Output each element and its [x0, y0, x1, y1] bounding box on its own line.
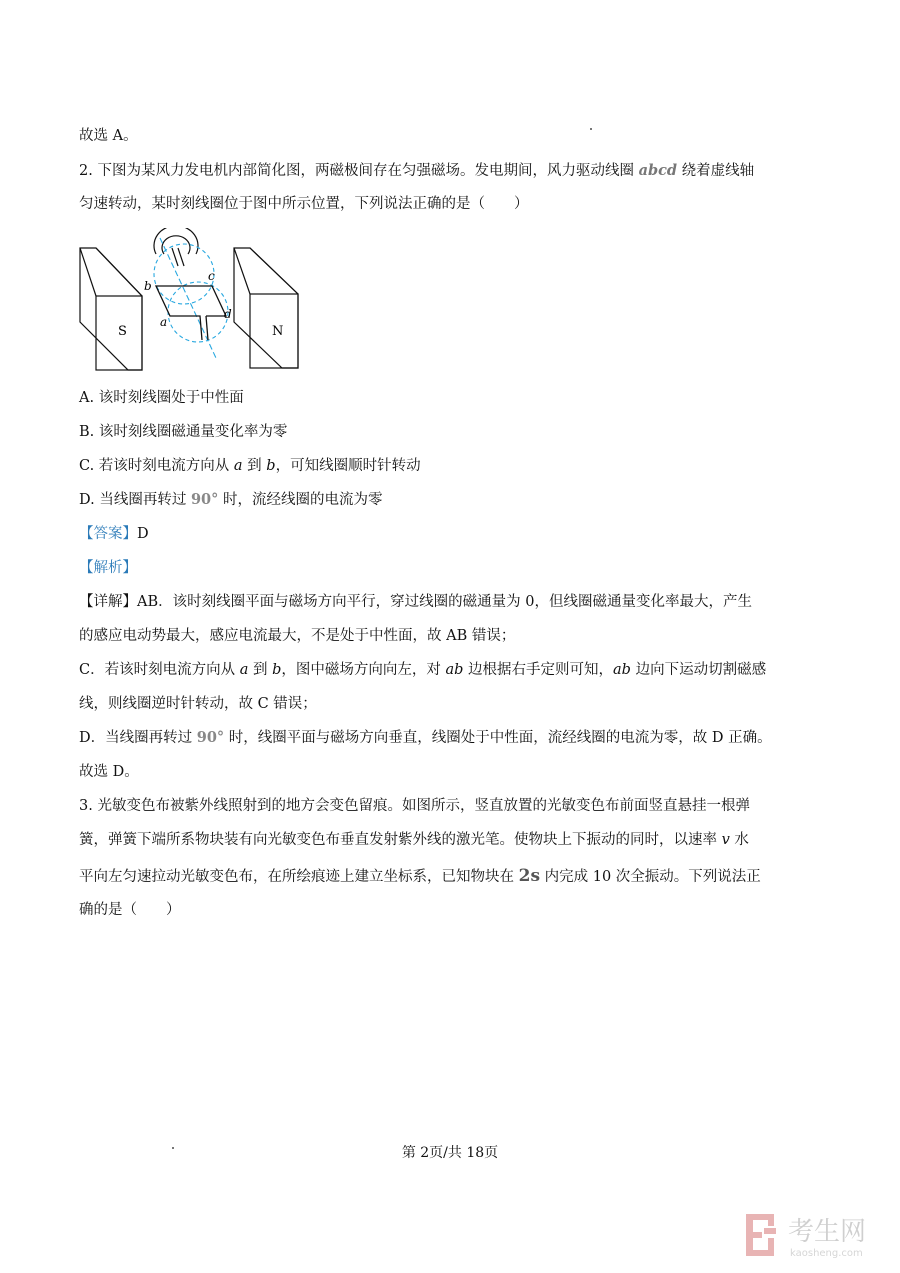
q2-stem-line1	[79, 161, 754, 181]
coil-name: abcd	[638, 162, 678, 179]
time-value: 2s	[518, 866, 541, 886]
detail-text: 边根据右手定则可知，	[463, 662, 614, 678]
var-b: b	[266, 458, 276, 474]
q3-line1: 3. 光敏变色布被紫外线照射到的地方会变色留痕。如图所示，竖直放置的光敏变色布前面竖直悬挂一根弹	[79, 798, 750, 814]
var-a: a	[239, 662, 249, 678]
coil-label-c: c	[208, 269, 215, 283]
answer-line	[79, 524, 149, 544]
coil-label-a: a	[160, 315, 168, 329]
generator-figure	[76, 228, 306, 374]
logo-icon	[746, 1214, 776, 1256]
q3-text: 内完成 10 次全振动。下列说法正	[540, 869, 761, 885]
q3-text: 平向左匀速拉动光敏变色布，在所绘痕迹上建立坐标系，已知物块在	[79, 869, 519, 885]
logo-name: 考生网	[788, 1217, 867, 1247]
detail-text: 时，线圈平面与磁场方向垂直，线圈处于中性面，流经线圈的电流为零，故 D 正确。	[224, 730, 772, 746]
detail-c-line2: 线，则线圈逆时针转动，故 C 错误；	[79, 696, 317, 712]
option-c-text: 到	[242, 458, 267, 474]
q3-text: 水	[729, 832, 749, 848]
option-c	[79, 456, 421, 476]
slip-ring	[154, 228, 198, 266]
q2-stem-line2: 匀速转动，某时刻线圈位于图中所示位置，下列说法正确的是（ ）	[79, 196, 529, 212]
detail-text: C．若该时刻电流方向从	[79, 662, 240, 678]
detail-d-line	[79, 728, 772, 748]
q2-conclusion: 故选 D。	[79, 764, 139, 780]
var-b: b	[272, 662, 282, 678]
coil-label-d: d	[224, 307, 232, 321]
coil	[156, 286, 226, 340]
detail-text: D．当线圈再转过	[79, 730, 197, 746]
watermark-logo	[744, 1210, 894, 1260]
angle-value: 90°	[190, 491, 219, 508]
n-magnet	[234, 248, 298, 368]
q2-stem-text: 2. 下图为某风力发电机内部简化图，两磁极间存在匀强磁场。发电期间，风力驱动线圈	[79, 163, 639, 179]
q2-stem-text: 绕着虚线轴	[677, 163, 755, 179]
s-magnet	[80, 248, 142, 370]
detail-text: 边向下运动切割磁感	[630, 662, 767, 678]
q3-line4: 确的是（ ）	[79, 902, 181, 918]
coil-label-b: b	[144, 279, 152, 293]
option-d	[79, 490, 382, 510]
logo-url: kaosheng.com	[790, 1248, 863, 1259]
q3-text: 簧，弹簧下端所系物块装有向光敏变色布垂直发射紫外线的激光笔。使物块上下振动的同时，以速率	[79, 832, 722, 848]
q3-line3	[79, 866, 761, 887]
analysis-tag: 【解析】	[79, 560, 137, 576]
option-a: A. 该时刻线圈处于中性面	[79, 390, 244, 406]
option-c-text: ，可知线圈顺时针转动	[275, 458, 421, 474]
option-b: B. 该时刻线圈磁通量变化率为零	[79, 424, 288, 440]
detail-c-line1	[79, 660, 766, 680]
q3-line2	[79, 830, 749, 850]
page-footer: 第 2页/共 18页	[401, 1145, 499, 1161]
s-pole-label: S	[118, 324, 127, 339]
var-ab: ab	[613, 662, 631, 678]
scan-dot	[590, 128, 592, 130]
detail-line1: 【详解】AB．该时刻线圈平面与磁场方向平行，穿过线圈的磁通量为 0，但线圈磁通量变化率最大，产生	[79, 594, 752, 610]
detail-text: ，图中磁场方向向左，对	[281, 662, 446, 678]
option-c-text: C. 若该时刻电流方向从	[79, 458, 234, 474]
previous-conclusion: 故选 A。	[79, 128, 138, 144]
var-a: a	[233, 458, 243, 474]
angle-value: 90°	[196, 729, 225, 746]
detail-line2: 的感应电动势最大，感应电流最大，不是处于中性面，故 AB 错误；	[79, 628, 516, 644]
answer-tag: 【答案】	[79, 526, 137, 542]
detail-text: 到	[248, 662, 273, 678]
var-ab: ab	[445, 662, 464, 678]
n-pole-label: N	[272, 324, 284, 339]
answer-value: D	[137, 526, 149, 542]
var-v: v	[721, 832, 730, 848]
option-d-text: 时，流经线圈的电流为零	[218, 492, 383, 508]
option-d-text: D. 当线圈再转过	[79, 492, 191, 508]
